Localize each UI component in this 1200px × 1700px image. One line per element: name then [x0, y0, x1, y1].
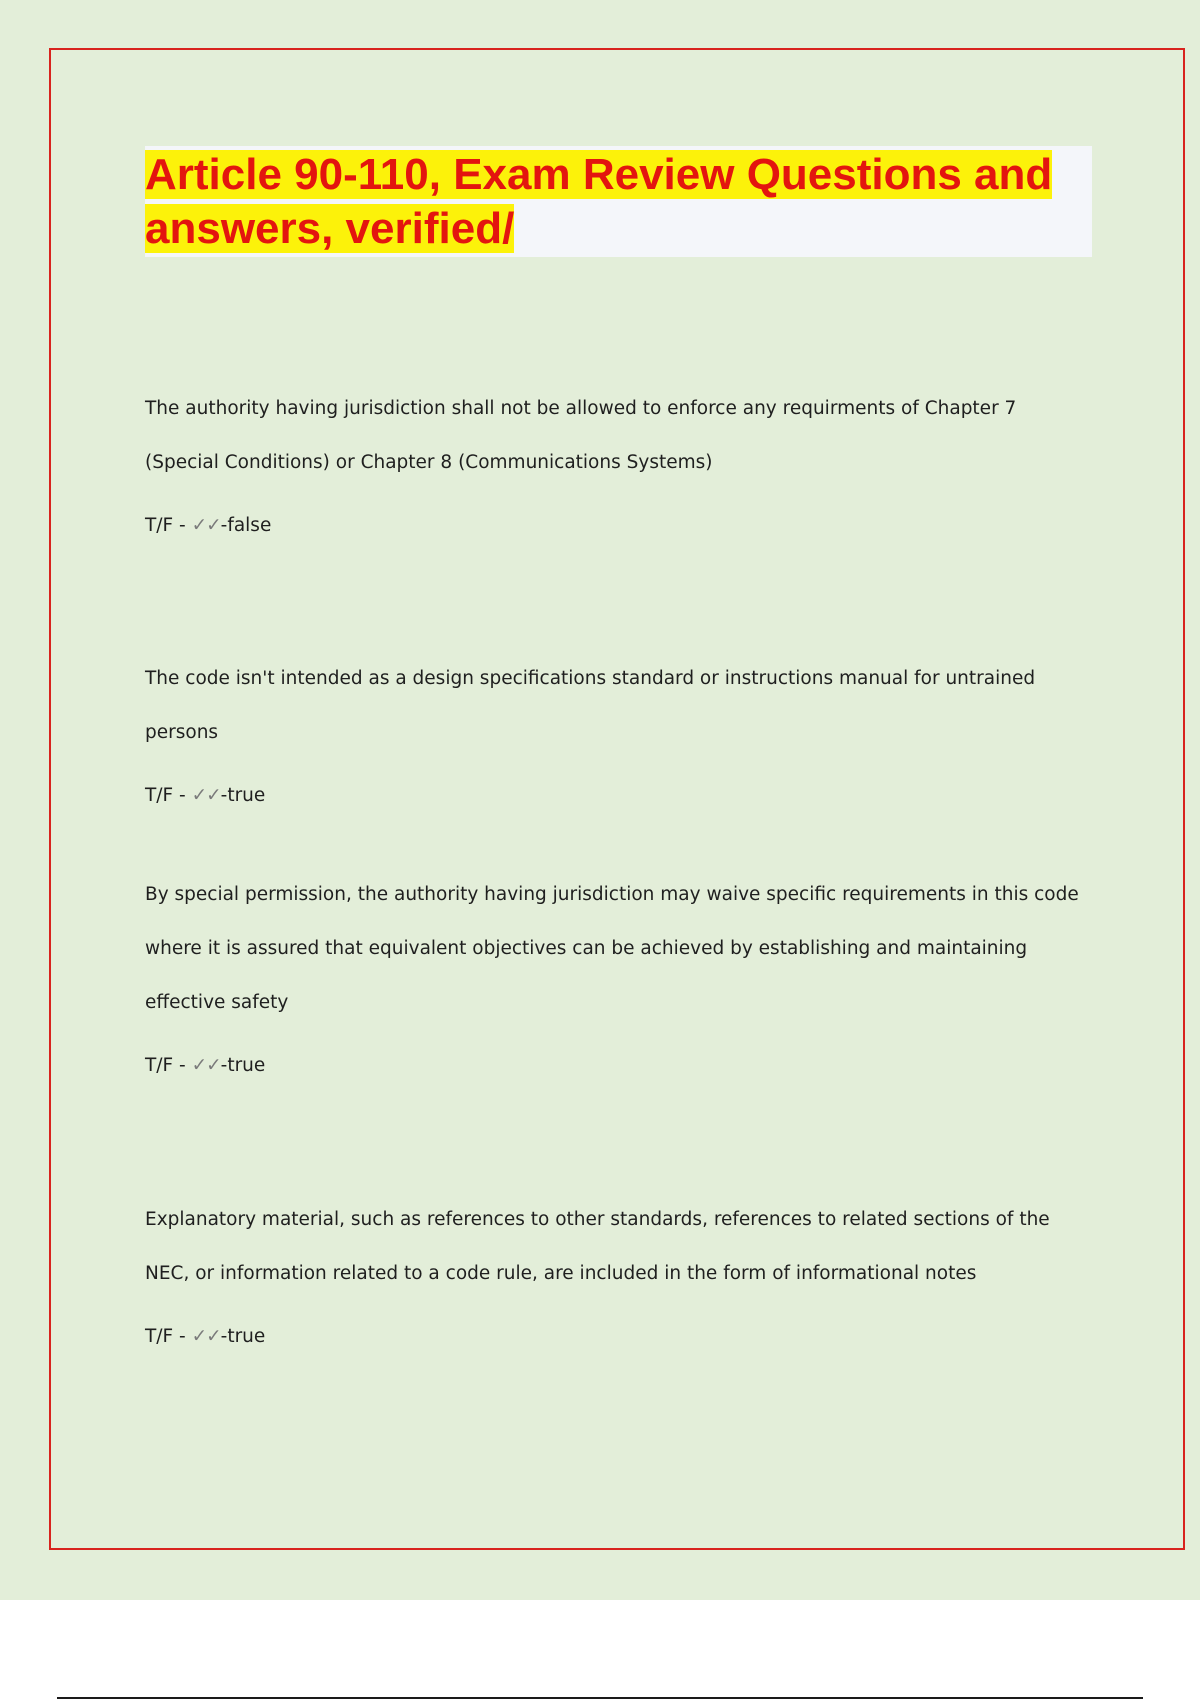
- answer-value: -false: [220, 515, 272, 536]
- question-text: By special permission, the authority having jurisdiction may waive specific requirements in this code where it is assured that equivalent objectives can be achieved by establishing and maintaining effective safety: [145, 884, 1079, 1013]
- question-text: The code isn't intended as a design specifications standard or instructions manual for untrained persons: [145, 668, 1036, 743]
- answer-line: [145, 508, 1095, 544]
- qa-item-2: [145, 652, 1095, 814]
- double-check-icon: ✓✓: [191, 1326, 221, 1347]
- double-check-icon: ✓✓: [191, 1055, 221, 1076]
- double-check-icon: ✓✓: [191, 515, 221, 536]
- qa-item-4: [145, 1193, 1095, 1355]
- answer-value: -true: [220, 1326, 266, 1347]
- answer-prefix: T/F -: [145, 1055, 192, 1076]
- question-text: The authority having jurisdiction shall not be allowed to enforce any requirments of Chapter 7 (Special Conditions) or Chapter 8 (Communications Systems): [145, 398, 1017, 473]
- answer-value: -true: [220, 785, 266, 806]
- answer-prefix: T/F -: [145, 1326, 192, 1347]
- answer-line: [145, 778, 1095, 814]
- question-text: Explanatory material, such as references to other standards, references to related sections of the NEC, or information related to a code rule, are included in the form of informational notes: [145, 1209, 1050, 1284]
- answer-prefix: T/F -: [145, 785, 192, 806]
- footer-divider: [57, 1697, 1143, 1699]
- double-check-icon: ✓✓: [191, 785, 221, 806]
- document-title: [145, 148, 1085, 256]
- document-title-highlight: Article 90-110, Exam Review Questions and answers, verified/: [145, 150, 1053, 253]
- answer-prefix: T/F -: [145, 515, 192, 536]
- answer-line: [145, 1319, 1095, 1355]
- answer-value: -true: [220, 1055, 266, 1076]
- qa-item-1: [145, 382, 1095, 544]
- answer-line: [145, 1048, 1095, 1084]
- qa-item-3: [145, 868, 1095, 1084]
